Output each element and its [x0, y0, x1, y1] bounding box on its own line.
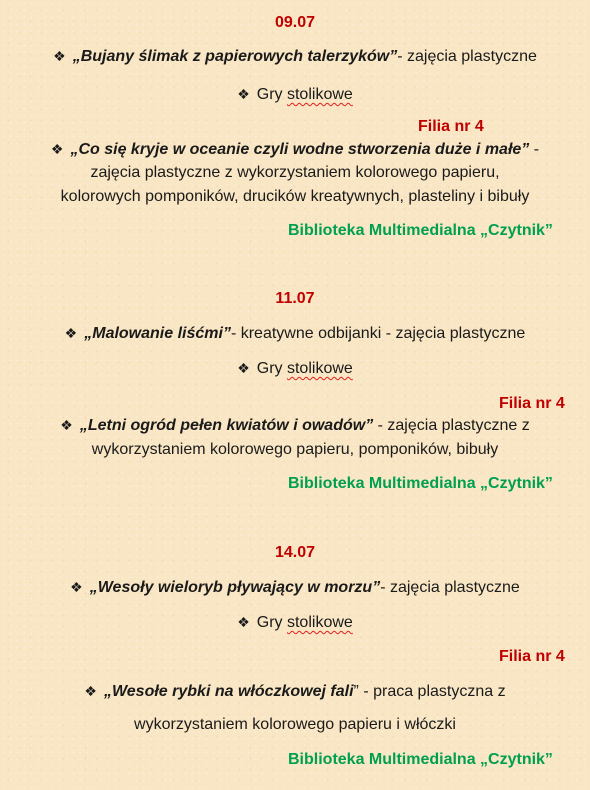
bullet-diamond-icon: ❖	[60, 417, 73, 433]
bullet-diamond-icon: ❖	[70, 579, 83, 595]
games-item	[0, 84, 590, 105]
games-word-spellcheck: stolikowe	[286, 614, 353, 631]
event-item	[0, 139, 590, 160]
games-word: Gry	[256, 614, 283, 631]
event-title: „Letni ogród pełen kwiatów i owadów”	[79, 417, 374, 434]
games-word-spellcheck: stolikowe	[286, 360, 353, 377]
library-label: Biblioteka Multimedialna „Czytnik”	[288, 475, 553, 492]
games-word-spellcheck: stolikowe	[286, 86, 353, 103]
event-title: „Co się kryje w oceanie czyli wodne stworzenia duże i małe”	[70, 141, 530, 158]
event-description-line: kolorowych pomponików, drucików kreatywnych, plasteliny i bibuły	[60, 188, 530, 205]
date-heading: 09.07	[274, 14, 316, 31]
event-title: „Wesołe rybki na włóczkowej fali	[103, 683, 354, 700]
event-description-line: zajęcia plastyczne z wykorzystaniem kolorowego papieru,	[90, 164, 500, 181]
bullet-diamond-icon: ❖	[53, 48, 66, 64]
event-description-line: wykorzystaniem kolorowego papieru, pomponików, bibuły	[91, 441, 499, 458]
date-heading: 14.07	[274, 544, 316, 561]
games-word: Gry	[256, 86, 283, 103]
event-title-end: ”	[353, 683, 359, 700]
event-title: „Wesoły wieloryb pływający w morzu”	[89, 579, 381, 596]
event-description: - praca plastyczna z	[363, 683, 506, 700]
event-title: „Bujany ślimak z papierowych talerzyków”	[72, 48, 398, 65]
branch-label: Filia nr 4	[499, 648, 565, 665]
event-item	[0, 46, 590, 67]
bullet-diamond-icon: ❖	[84, 683, 97, 699]
games-word: Gry	[256, 360, 283, 377]
games-item	[0, 358, 590, 379]
event-description: - zajęcia plastyczne	[397, 48, 537, 65]
date-heading: 11.07	[275, 290, 315, 307]
event-description-line: wykorzystaniem kolorowego papieru i włóczki	[134, 716, 456, 733]
event-description: - zajęcia plastyczne z	[373, 417, 530, 434]
branch-label: Filia nr 4	[499, 395, 565, 412]
bullet-diamond-icon: ❖	[237, 86, 250, 102]
bullet-diamond-icon: ❖	[64, 325, 78, 341]
games-item	[0, 612, 590, 633]
event-item	[0, 681, 590, 702]
event-item	[0, 577, 590, 598]
bullet-diamond-icon: ❖	[50, 141, 64, 157]
event-description: - zajęcia plastyczne	[380, 579, 520, 596]
event-title: „Malowanie liśćmi”	[84, 325, 231, 342]
library-label: Biblioteka Multimedialna „Czytnik”	[288, 222, 553, 239]
event-description: -	[529, 141, 540, 158]
event-description: - kreatywne odbijanki - zajęcia plastyczne	[230, 325, 526, 342]
branch-label: Filia nr 4	[418, 118, 484, 135]
event-item	[0, 415, 590, 436]
library-label: Biblioteka Multimedialna „Czytnik”	[288, 751, 553, 768]
event-item	[0, 323, 590, 344]
bullet-diamond-icon: ❖	[237, 614, 250, 630]
bullet-diamond-icon: ❖	[237, 360, 250, 376]
